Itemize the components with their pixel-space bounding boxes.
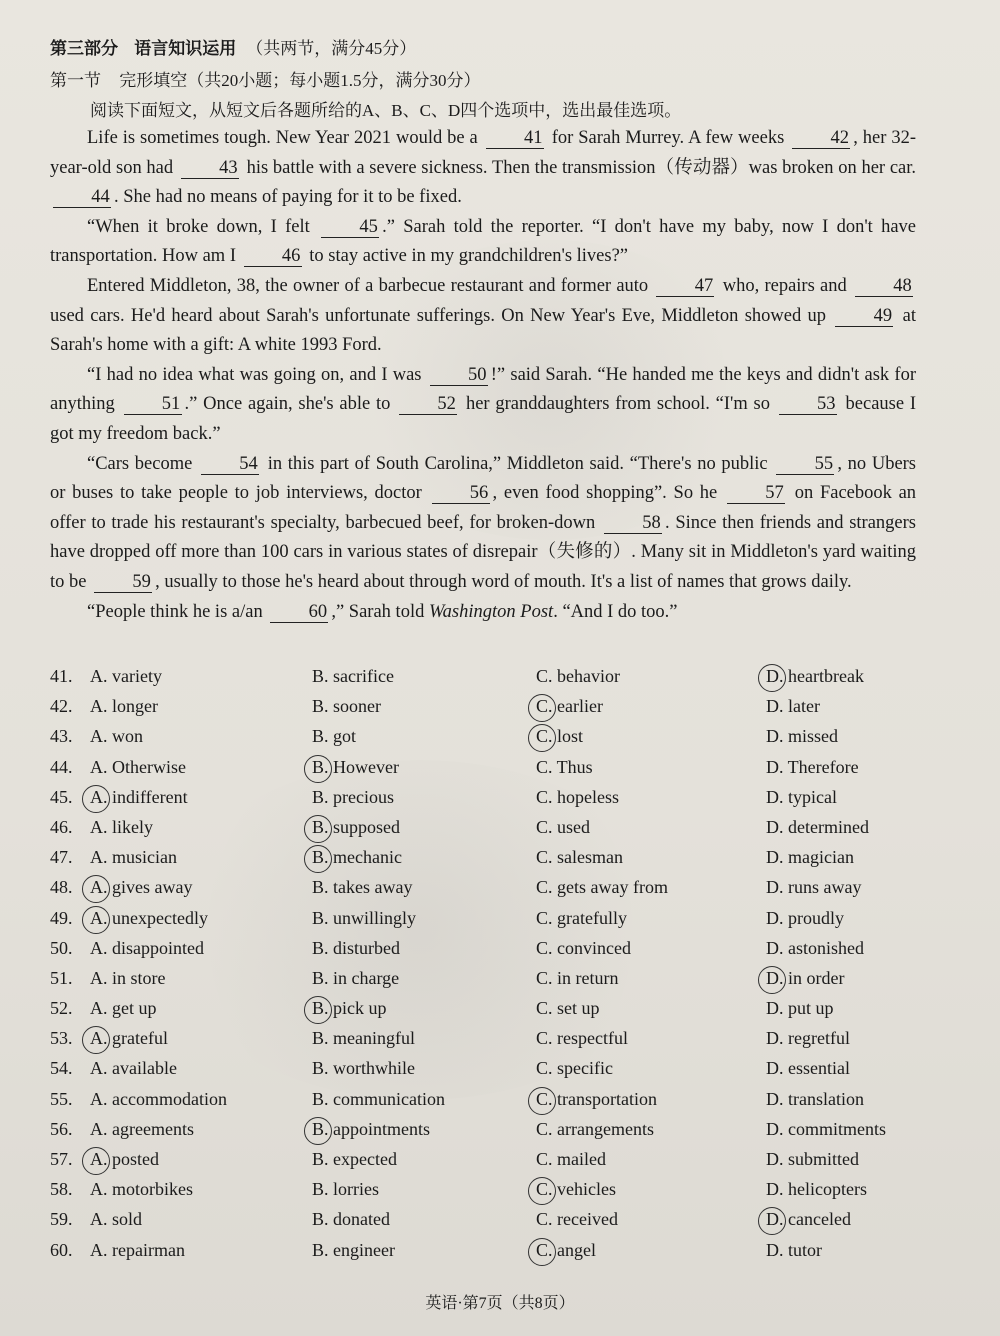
option-d[interactable]: D. essential: [766, 1058, 850, 1079]
section-note: （共20小题；每小题1.5分，满分30分）: [187, 71, 481, 90]
option-a[interactable]: A. grateful: [90, 1028, 168, 1049]
option-c[interactable]: C. set up: [536, 998, 600, 1019]
paragraph: “I had no idea what was going on, and I was 50 !” said Sarah. “He handed me the keys and didn't ask for anything 51 .” Once again, she's able to 52 her granddaughters from school. “I'm so 53 because I got my freedom back.”: [50, 364, 916, 444]
pen-circle-mark: [82, 875, 110, 903]
blank-50: 50: [430, 365, 488, 386]
option-a[interactable]: A. in store: [90, 967, 166, 988]
question-row: [50, 875, 950, 905]
blank-57: 57: [727, 483, 785, 504]
option-d[interactable]: D. runs away: [766, 877, 862, 898]
question-row: [50, 1207, 950, 1237]
option-d[interactable]: D. typical: [766, 786, 837, 807]
blank-46: 46: [244, 246, 302, 267]
option-a[interactable]: A. accommodation: [90, 1088, 227, 1109]
question-row: [50, 966, 950, 996]
question-number: 51.: [50, 967, 73, 988]
option-a[interactable]: A. agreements: [90, 1118, 194, 1139]
question-row: [50, 1026, 950, 1056]
pen-circle-mark: [528, 1177, 556, 1205]
option-b[interactable]: B. takes away: [312, 877, 413, 898]
option-d[interactable]: D. astonished: [766, 937, 864, 958]
blank-49: 49: [835, 306, 893, 327]
question-number: 48.: [50, 877, 73, 898]
option-b[interactable]: B. in charge: [312, 967, 400, 988]
option-a[interactable]: A. disappointed: [90, 937, 204, 958]
option-d[interactable]: D. submitted: [766, 1149, 859, 1169]
pen-circle-mark: [528, 694, 556, 722]
option-b[interactable]: B. worthwhile: [312, 1058, 415, 1079]
question-row: [50, 755, 950, 785]
option-b[interactable]: B. sacrifice: [312, 666, 394, 686]
pen-circle-mark: [82, 906, 110, 934]
question-number: 58.: [50, 1179, 73, 1200]
option-b[interactable]: B. expected: [312, 1149, 397, 1169]
option-b[interactable]: B. meaningful: [312, 1028, 415, 1049]
option-d[interactable]: D. in order: [766, 968, 844, 989]
part-note: （共两节，满分45分）: [246, 39, 417, 58]
pen-circle-mark: [304, 1117, 332, 1145]
blank-47: 47: [656, 276, 714, 297]
option-c[interactable]: C. behavior: [536, 666, 620, 686]
option-b[interactable]: B. precious: [312, 786, 394, 807]
question-number: 52.: [50, 998, 73, 1019]
part-label: 第三部分: [50, 39, 118, 58]
option-b[interactable]: B. communication: [312, 1088, 445, 1109]
paragraph: Life is sometimes tough. New Year 2021 would be a 41 for Sarah Murrey. A few weeks 42 , her 32-year-old son had 43 his battle with a severe sickness. Then the transmission（传动器）was broken on her car. 44 . She had no means of paying for it to be fixed.: [50, 128, 917, 208]
pen-circle-mark: [304, 755, 332, 783]
option-a[interactable]: A. indifferent: [90, 787, 188, 808]
blank-44: 44: [53, 187, 111, 208]
blank-48: 48: [855, 276, 913, 297]
question-row: [50, 936, 950, 966]
option-a[interactable]: A. won: [90, 726, 143, 747]
pen-circle-mark: [528, 1087, 556, 1115]
blank-41: 41: [486, 128, 544, 149]
question-row: [50, 845, 950, 875]
option-b[interactable]: B. appointments: [312, 1119, 430, 1140]
option-c[interactable]: C. gratefully: [536, 907, 627, 928]
question-row: [50, 996, 950, 1026]
option-d[interactable]: D. missed: [766, 726, 838, 747]
option-d[interactable]: D. regretful: [766, 1028, 850, 1049]
section-heading: [50, 66, 481, 91]
blank-45: 45: [321, 217, 379, 238]
question-number: 45.: [50, 786, 73, 807]
question-row: [50, 1056, 950, 1086]
question-row: [50, 1117, 950, 1147]
pen-circle-mark: [82, 785, 110, 813]
question-row: [50, 815, 950, 845]
option-d[interactable]: D. commitments: [766, 1118, 886, 1139]
option-d[interactable]: D. later: [766, 696, 820, 717]
question-number: 47.: [50, 847, 73, 868]
question-number: 46.: [50, 816, 73, 837]
blank-54: 54: [201, 454, 259, 475]
question-row: [50, 694, 950, 724]
option-b[interactable]: B. However: [312, 757, 399, 778]
option-d[interactable]: D. proudly: [766, 907, 844, 928]
pen-circle-mark: [304, 815, 332, 843]
option-b[interactable]: B. sooner: [312, 696, 381, 717]
newspaper-name: Washington Post: [428, 601, 554, 622]
option-b[interactable]: B. disturbed: [312, 937, 400, 958]
option-d[interactable]: D. determined: [766, 816, 869, 837]
blank-43: 43: [181, 158, 239, 179]
blank-51: 51: [124, 394, 182, 415]
option-c[interactable]: C. received: [536, 1209, 618, 1230]
option-b[interactable]: B. got: [312, 726, 357, 747]
question-row: [50, 664, 950, 694]
option-d[interactable]: D. helicopters: [766, 1179, 867, 1200]
option-b[interactable]: B. unwillingly: [312, 907, 417, 928]
section-title: 完形填空: [119, 71, 188, 90]
option-b[interactable]: B. donated: [312, 1209, 390, 1230]
option-a[interactable]: A. available: [90, 1058, 177, 1079]
pen-circle-mark: [528, 1238, 556, 1266]
question-number: 44.: [50, 756, 73, 777]
question-number: 43.: [50, 726, 73, 747]
pen-circle-mark: [304, 996, 332, 1024]
question-row: [50, 1238, 950, 1268]
question-number: 50.: [50, 937, 73, 958]
option-c[interactable]: C. hopeless: [536, 786, 619, 807]
blank-58: 58: [604, 513, 662, 534]
option-c[interactable]: C. salesman: [536, 847, 623, 868]
blank-42: 42: [792, 128, 850, 149]
blank-59: 59: [94, 572, 152, 593]
paragraph: “People think he is a/an 60 ,” Sarah told Washington Post. “And I do too.”: [87, 601, 678, 622]
option-a[interactable]: A. musician: [90, 847, 177, 868]
question-number: 55.: [50, 1088, 73, 1109]
pen-circle-mark: [758, 1207, 786, 1235]
option-a[interactable]: A. posted: [90, 1149, 159, 1170]
blank-56: 56: [432, 483, 490, 504]
question-number: 53.: [50, 1028, 73, 1049]
question-row: [50, 785, 950, 815]
option-c[interactable]: C. Thus: [536, 756, 593, 777]
pen-circle-mark: [758, 966, 786, 994]
option-a[interactable]: A. likely: [90, 816, 153, 837]
option-a[interactable]: A. motorbikes: [90, 1179, 193, 1200]
option-d[interactable]: D. put up: [766, 998, 834, 1019]
option-c[interactable]: C. specific: [536, 1058, 613, 1079]
option-b[interactable]: B. supposed: [312, 817, 400, 838]
blank-52: 52: [399, 394, 457, 415]
pen-circle-mark: [82, 1026, 110, 1054]
option-d[interactable]: D. translation: [766, 1088, 864, 1109]
paragraph: “When it broke down, I felt 45 .” Sarah told the reporter. “I don't have my baby, now I don't have transportation. How am I 46 to stay active in my grandchildren's lives?”: [50, 216, 917, 267]
option-a[interactable]: A. variety: [90, 666, 162, 686]
pen-circle-mark: [82, 1147, 110, 1175]
blank-55: 55: [776, 454, 834, 475]
blank-60: 60: [270, 602, 328, 623]
option-d[interactable]: D. canceled: [766, 1209, 851, 1230]
question-number: 42.: [50, 696, 73, 717]
option-c[interactable]: C. used: [536, 816, 590, 837]
option-a[interactable]: A. Otherwise: [90, 756, 186, 777]
question-row: [50, 1177, 950, 1207]
instruction: 阅读下面短文，从短文后各题所给的A、B、C、D四个选项中，选出最佳选项。: [90, 101, 682, 120]
question-number: 41.: [50, 666, 73, 686]
pen-circle-mark: [304, 845, 332, 873]
option-d[interactable]: D. magician: [766, 847, 854, 868]
blank-53: 53: [779, 394, 837, 415]
question-number: 60.: [50, 1239, 73, 1260]
question-row: [50, 1087, 950, 1117]
question-row: [50, 906, 950, 936]
section-label: 第一节: [50, 71, 101, 90]
question-row: [50, 1147, 950, 1177]
question-number: 49.: [50, 907, 73, 928]
paragraph: Entered Middleton, 38, the owner of a barbecue restaurant and former auto 47 who, repairs and 48 used cars. He'd heard about Sarah's unfortunate sufferings. On New Year's Eve, Middleton showed up 49 at Sarah's home with a gift: A white 1993 Ford.: [50, 275, 917, 356]
pen-circle-mark: [528, 724, 556, 752]
cloze-passage: [50, 124, 916, 627]
part-title: 语言知识运用: [134, 39, 237, 58]
option-d[interactable]: D. Therefore: [766, 756, 859, 777]
answer-options: [50, 664, 950, 1268]
option-c[interactable]: C. respectful: [536, 1028, 628, 1049]
question-number: 59.: [50, 1209, 73, 1230]
part-heading: [50, 34, 416, 59]
option-a[interactable]: A. sold: [90, 1209, 143, 1230]
option-c[interactable]: C. mailed: [536, 1149, 606, 1169]
option-b[interactable]: B. engineer: [312, 1239, 395, 1260]
option-b[interactable]: B. pick up: [312, 998, 387, 1019]
option-c[interactable]: C. angel: [536, 1240, 596, 1261]
option-c[interactable]: C. arrangements: [536, 1118, 654, 1139]
option-a[interactable]: A. longer: [90, 696, 158, 717]
option-c[interactable]: C. lost: [536, 726, 583, 747]
option-c[interactable]: C. in return: [536, 967, 619, 988]
question-number: 54.: [50, 1058, 73, 1079]
option-a[interactable]: A. get up: [90, 998, 157, 1019]
question-number: 57.: [50, 1149, 73, 1169]
page-footer: 英语·第7页（共8页）: [425, 1295, 575, 1312]
option-c[interactable]: C. gets away from: [536, 877, 668, 898]
option-c[interactable]: C. convinced: [536, 937, 631, 958]
paragraph: “Cars become 54 in this part of South Carolina,” Middleton said. “There's no public 55 , no Ubers or buses to take people to job interviews, doctor 56 , even food shopping”. So he 57 on Facebook an offer to trade his restaurant's specialty, barbecued beef, for broken-down 58 . Since then friends and strangers have dropped off more than 100 cars in various states of disrepair（失修的）. Many sit in Middleton's yard waiting to be 59 , usually to those he's heard about through word of mouth. It's a list of names that grows daily.: [50, 453, 917, 592]
question-number: 56.: [50, 1118, 73, 1139]
option-c[interactable]: C. earlier: [536, 696, 603, 717]
option-b[interactable]: B. lorries: [312, 1179, 379, 1200]
question-row: [50, 724, 950, 754]
option-c[interactable]: C. transportation: [536, 1089, 657, 1110]
option-d[interactable]: D. tutor: [766, 1239, 822, 1260]
option-d[interactable]: D. heartbreak: [766, 666, 864, 687]
option-b[interactable]: B. mechanic: [312, 847, 402, 868]
option-a[interactable]: A. gives away: [90, 877, 192, 898]
option-c[interactable]: C. vehicles: [536, 1179, 616, 1200]
pen-circle-mark: [758, 664, 786, 692]
option-a[interactable]: A. unexpectedly: [90, 908, 208, 929]
option-a[interactable]: A. repairman: [90, 1239, 185, 1260]
